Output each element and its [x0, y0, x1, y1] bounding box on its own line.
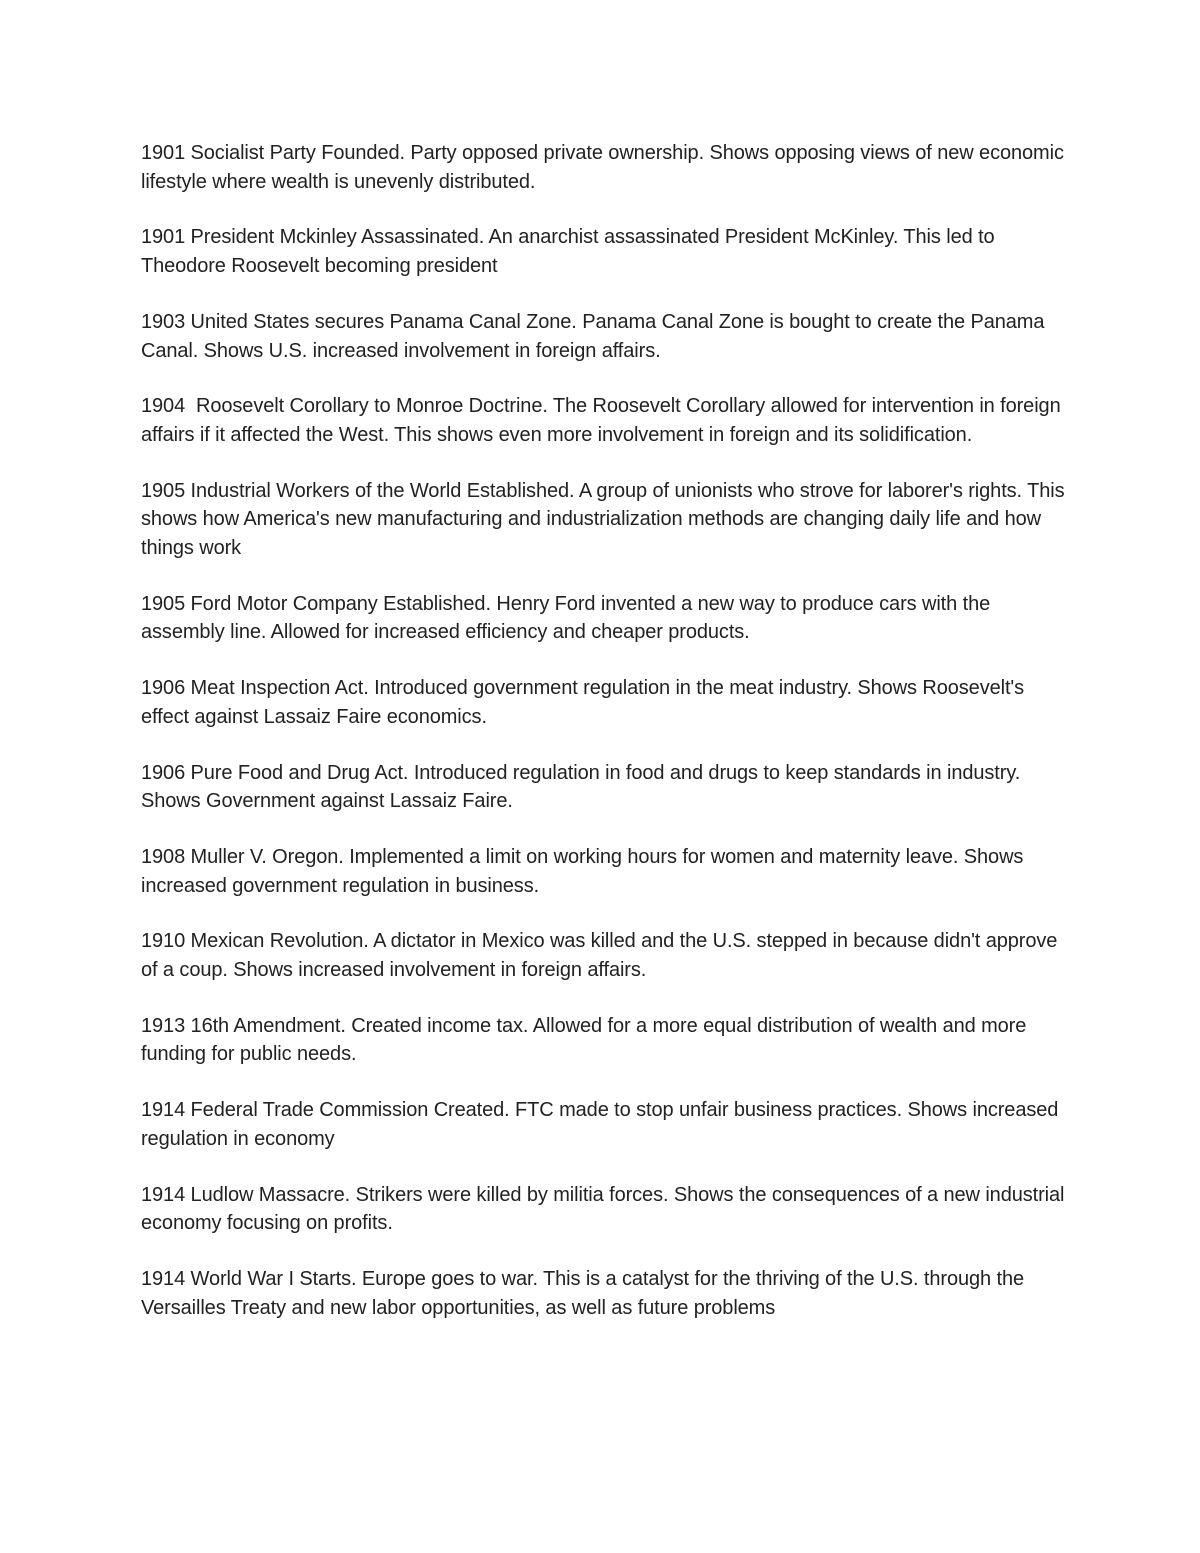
timeline-entry-1914-ludlow: 1914 Ludlow Massacre. Strikers were killed by militia forces. Shows the consequences of a new industrial economy focusing on profits.	[141, 1183, 1070, 1235]
timeline-entry-1910-mexican-revolution: 1910 Mexican Revolution. A dictator in Mexico was killed and the U.S. stepped in because didn't approve of a coup. Shows increased involvement in foreign affairs.	[141, 930, 1063, 982]
timeline-entry-1905-ford: 1905 Ford Motor Company Established. Henry Ford invented a new way to produce cars with the assembly line. Allowed for increased efficiency and cheaper products.	[141, 592, 996, 644]
timeline-entry-1904-roosevelt-corollary: 1904 Roosevelt Corollary to Monroe Doctrine. The Roosevelt Corollary allowed for intervention in foreign affairs if it affected the West. This shows even more involvement in foreign and its solidification.	[141, 395, 1067, 446]
timeline-entry-1906-pure-food: 1906 Pure Food and Drug Act. Introduced regulation in food and drugs to keep standards in industry. Shows Government against Lassaiz Faire.	[141, 761, 1026, 813]
timeline-entry-1914-wwi: 1914 World War I Starts. Europe goes to war. This is a catalyst for the thriving of the U.S. through the Versailles Treaty and new labor opportunities, as well as future problems	[141, 1267, 1030, 1319]
timeline-entry-1901-mckinley: 1901 President Mckinley Assassinated. An anarchist assassinated President McKinley. This led to Theodore Roosevelt becoming president	[141, 226, 1000, 278]
timeline-entry-1906-meat-inspection: 1906 Meat Inspection Act. Introduced government regulation in the meat industry. Shows Roosevelt's effect against Lassaiz Faire economics.	[141, 677, 1030, 728]
timeline-entry-1901-socialist-party: 1901 Socialist Party Founded. Party opposed private ownership. Shows opposing views of new economic lifestyle where wealth is unevenly distributed.	[141, 142, 1070, 193]
timeline-entry-1908-muller: 1908 Muller V. Oregon. Implemented a limit on working hours for women and maternity leave. Shows increased government regulation in business.	[141, 845, 1029, 897]
timeline-entry-1914-ftc: 1914 Federal Trade Commission Created. FTC made to stop unfair business practices. Shows increased regulation in economy	[141, 1099, 1064, 1150]
timeline-entry-1905-iww: 1905 Industrial Workers of the World Established. A group of unionists who strove for laborer's rights. This shows how America's new manufacturing and industrialization methods are changing daily life and how things work	[141, 479, 1070, 560]
timeline-entry-1913-16th-amendment: 1913 16th Amendment. Created income tax. Allowed for a more equal distribution of wealth and more funding for public needs.	[141, 1014, 1032, 1066]
timeline-entry-1903-panama: 1903 United States secures Panama Canal Zone. Panama Canal Zone is bought to create the Panama Canal. Shows U.S. increased involvement in foreign affairs.	[141, 310, 1050, 362]
timeline-list	[141, 139, 1071, 1349]
